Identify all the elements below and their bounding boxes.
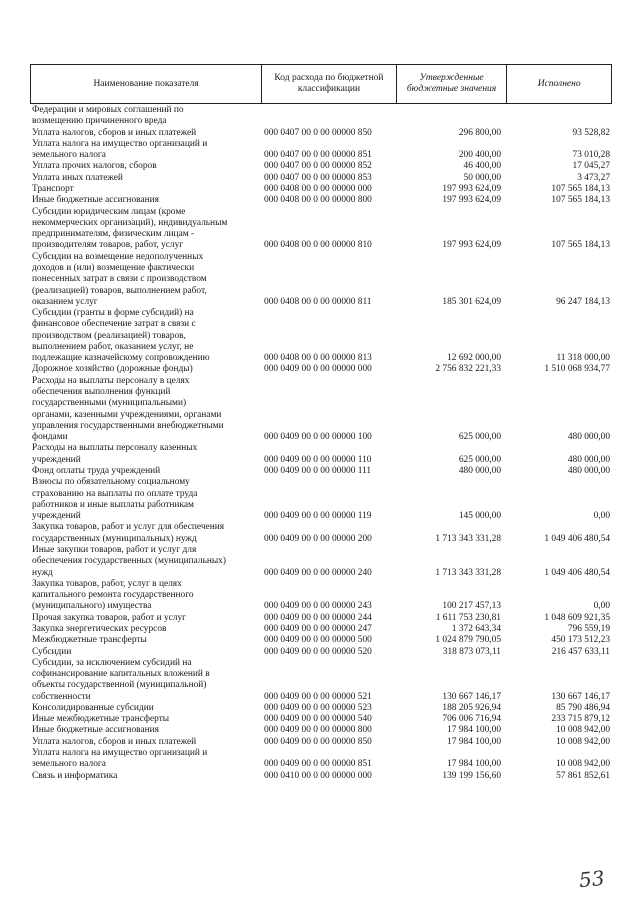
row-code: 000 0408 00 0 00 00000 000 <box>264 183 372 194</box>
row-executed: 10 008 942,00 <box>556 759 610 770</box>
row-code: 000 0409 00 0 00 00000 800 <box>264 725 372 736</box>
table-row <box>30 635 612 646</box>
row-approved: 706 006 716,94 <box>442 714 501 725</box>
row-name-line: Субсидии на возмещение недополученных <box>32 251 204 262</box>
row-code: 000 0409 00 0 00 00000 000 <box>264 364 372 375</box>
row-name-line: оказанием услуг <box>32 296 98 307</box>
row-name-line: Иные бюджетные ассигнования <box>32 725 159 736</box>
row-name <box>30 252 261 308</box>
row-name <box>30 105 261 128</box>
row-executed: 233 715 879,12 <box>551 714 610 725</box>
row-name <box>30 635 261 646</box>
row-name-line: учреждений <box>32 511 81 522</box>
row-name <box>30 658 261 703</box>
row-name-line: государственными (муниципальными) <box>32 398 187 409</box>
table-row <box>30 725 612 736</box>
row-name-line: выполнением работ, оказанием услуг, не <box>32 341 194 352</box>
row-executed: 216 457 633,11 <box>551 646 610 657</box>
row-executed: 480 000,00 <box>567 454 610 465</box>
row-code: 000 0407 00 0 00 00000 851 <box>264 150 372 161</box>
row-executed: 57 861 852,61 <box>556 770 610 781</box>
row-name-line: понесенных затрат в связи с производством <box>32 274 207 285</box>
row-name-line: Закупка энергетических ресурсов <box>32 623 167 634</box>
row-name <box>30 613 261 624</box>
row-code: 000 0409 00 0 00 00000 520 <box>264 646 372 657</box>
row-executed: 107 565 184,13 <box>551 183 610 194</box>
table-row <box>30 364 612 375</box>
table-row <box>30 128 612 139</box>
row-name <box>30 195 261 206</box>
row-name-line: Федерации и мировых соглашений по <box>32 105 184 115</box>
row-name-line: Расходы на выплаты персоналу в целях <box>32 375 190 386</box>
row-executed: 796 559,19 <box>567 623 610 634</box>
header-name: Наименование показателя <box>93 78 199 89</box>
row-code: 000 0409 00 0 00 00000 521 <box>264 691 372 702</box>
row-code: 000 0409 00 0 00 00000 111 <box>264 466 372 476</box>
row-name-line: собственности <box>32 691 91 702</box>
row-executed: 11 318 000,00 <box>556 353 610 364</box>
row-name-line: Расходы на выплаты персоналу казенных <box>32 443 198 454</box>
row-code: 000 0409 00 0 00 00000 100 <box>264 432 372 443</box>
row-name-line: Иные закупки товаров, работ и услуг для <box>32 544 197 555</box>
row-code: 000 0408 00 0 00 00000 813 <box>264 353 372 364</box>
table-row <box>30 252 612 308</box>
row-name-line: некоммерческих организаций), индивидуальным <box>32 217 228 228</box>
row-code: 000 0408 00 0 00 00000 800 <box>264 195 372 206</box>
row-name-line: Связь и информатика <box>32 770 118 781</box>
table-row <box>30 466 612 477</box>
row-name <box>30 173 261 184</box>
row-name <box>30 477 261 522</box>
row-name-line: Прочая закупка товаров, работ и услуг <box>32 612 186 623</box>
row-executed: 10 008 942,00 <box>556 725 610 736</box>
table-row <box>30 207 612 252</box>
row-name-line: органами, казенными учреждениями, органами <box>32 409 222 420</box>
row-name-line: управления государственными внебюджетными <box>32 420 224 431</box>
row-code: 000 0407 00 0 00 00000 850 <box>264 127 372 138</box>
row-name-line: Субсидии <box>32 646 72 657</box>
row-executed: 93 528,82 <box>572 127 610 138</box>
row-executed: 73 010,28 <box>572 150 610 161</box>
row-name-line: Субсидии (гранты в форме субсидий) на <box>32 308 194 319</box>
row-approved: 130 667 146,17 <box>442 691 501 702</box>
row-name-line: софинансирование капитальных вложений в <box>32 669 210 680</box>
row-executed: 1 049 406 480,54 <box>544 567 610 578</box>
row-name-line: Межбюджетные трансферты <box>32 635 147 646</box>
row-code: 000 0409 00 0 00 00000 119 <box>264 511 372 522</box>
table-row <box>30 771 612 782</box>
table-row <box>30 658 612 703</box>
table-row <box>30 613 612 624</box>
row-name-line: нужд <box>32 567 53 578</box>
row-name <box>30 647 261 658</box>
row-approved: 145 000,00 <box>458 511 501 522</box>
row-approved: 185 301 624,09 <box>442 296 501 307</box>
row-name-line: обеспечения государственных (муниципальных) <box>32 556 226 567</box>
row-executed: 1 510 068 934,77 <box>544 364 610 375</box>
table-row <box>30 579 612 613</box>
row-name-line: Иные межбюджетные трансферты <box>32 714 170 725</box>
row-approved: 139 199 156,60 <box>442 770 501 781</box>
row-code: 000 0409 00 0 00 00000 110 <box>264 454 372 465</box>
row-name <box>30 579 261 613</box>
row-name <box>30 207 261 252</box>
row-executed: 0,00 <box>593 601 610 612</box>
row-name-line: земельного налога <box>32 759 106 770</box>
row-name-line: страхованию на выплаты по оплате труда <box>32 488 198 499</box>
row-name-line: Транспорт <box>32 183 74 194</box>
table-body <box>30 104 612 782</box>
row-name-line: доходов и (или) возмещение фактически <box>32 262 195 273</box>
row-name-line: (муниципального) имущества <box>32 601 152 612</box>
row-name-line: предпринимателям, физическим лицам - <box>32 229 195 240</box>
row-approved: 1 713 343 331,28 <box>435 567 501 578</box>
row-name-line: Уплата иных платежей <box>32 172 123 183</box>
row-name-line: (реализацией) товаров, выполнением работ, <box>32 285 207 296</box>
row-name <box>30 545 261 579</box>
row-code: 000 0409 00 0 00 00000 500 <box>264 635 372 646</box>
row-code: 000 0409 00 0 00 00000 200 <box>264 533 372 544</box>
header-code: Код расхода по бюджетной классификации <box>261 65 396 103</box>
row-name <box>30 128 261 139</box>
row-name-line: Иные бюджетные ассигнования <box>32 195 159 206</box>
row-name <box>30 161 261 172</box>
table-header <box>30 64 612 104</box>
row-approved: 1 024 879 790,05 <box>435 635 501 646</box>
row-executed: 0,00 <box>593 511 610 522</box>
row-name-line: земельного налога <box>32 150 106 161</box>
row-approved: 12 692 000,00 <box>447 353 501 364</box>
row-executed: 3 473,27 <box>577 172 610 183</box>
row-code: 000 0408 00 0 00 00000 811 <box>264 296 372 307</box>
row-name <box>30 522 261 545</box>
row-name-line: фондами <box>32 432 68 443</box>
row-approved: 46 400,00 <box>463 161 501 172</box>
row-name-line: Уплата прочих налогов, сборов <box>32 161 157 172</box>
row-code: 000 0409 00 0 00 00000 540 <box>264 714 372 725</box>
table-row <box>30 624 612 635</box>
row-approved: 625 000,00 <box>458 454 501 465</box>
row-name-line: Уплата налогов, сборов и иных платежей <box>32 127 197 138</box>
row-approved: 625 000,00 <box>458 432 501 443</box>
row-name <box>30 184 261 195</box>
row-code: 000 0409 00 0 00 00000 523 <box>264 702 372 713</box>
row-name-line: объекты государственной (муниципальной) <box>32 680 207 691</box>
header-approved: Утвержденные бюджетные значения <box>396 65 507 103</box>
row-approved: 1 713 343 331,28 <box>435 533 501 544</box>
table-row <box>30 545 612 579</box>
row-name-line: Консолидированные субсидии <box>32 702 154 713</box>
row-name-line: производителям товаров, работ, услуг <box>32 240 184 251</box>
row-name <box>30 308 261 364</box>
table-row <box>30 376 612 444</box>
row-name-line: Уплата налога на имущество организаций и <box>32 748 208 759</box>
row-name-line: Закупка товаров, работ и услуг для обеспечения <box>32 522 225 533</box>
row-code: 000 0407 00 0 00 00000 852 <box>264 161 372 172</box>
row-approved: 1 372 643,34 <box>451 623 501 634</box>
row-approved: 318 873 073,11 <box>442 646 501 657</box>
row-executed: 480 000,00 <box>567 432 610 443</box>
row-name-line: производством (реализацией) товаров, <box>32 330 186 341</box>
row-approved: 197 993 624,09 <box>442 183 501 194</box>
row-code: 000 0409 00 0 00 00000 850 <box>264 736 372 747</box>
row-name <box>30 737 261 748</box>
table-row <box>30 308 612 364</box>
row-executed: 450 173 512,23 <box>551 635 610 646</box>
row-executed: 107 565 184,13 <box>551 195 610 206</box>
row-code: 000 0408 00 0 00 00000 810 <box>264 240 372 251</box>
row-name-line: Дорожное хозяйство (дорожные фонды) <box>32 364 193 375</box>
row-name <box>30 443 261 466</box>
row-name-line: работников и иные выплаты работникам <box>32 499 194 510</box>
row-code: 000 0410 00 0 00 00000 000 <box>264 770 372 781</box>
row-name-line: финансовое обеспечение затрат в связи с <box>32 319 196 330</box>
row-name-line: подлежащие казначейскому сопровождению <box>32 353 210 364</box>
row-approved: 197 993 624,09 <box>442 240 501 251</box>
row-executed: 1 049 406 480,54 <box>544 533 610 544</box>
row-code: 000 0409 00 0 00 00000 247 <box>264 623 372 634</box>
table-row <box>30 522 612 545</box>
row-approved: 2 756 832 221,33 <box>435 364 501 375</box>
row-name-line: Уплата налога на имущество организаций и <box>32 138 208 149</box>
table-row <box>30 748 612 771</box>
table-row <box>30 105 612 128</box>
header-executed: Исполнено <box>506 65 611 103</box>
row-approved: 17 984 100,00 <box>447 725 501 736</box>
row-code: 000 0409 00 0 00 00000 851 <box>264 759 372 770</box>
row-name-line: Субсидии юридическим лицам (кроме <box>32 206 186 217</box>
row-name-line: учреждений <box>32 454 81 465</box>
table-row <box>30 195 612 206</box>
row-approved: 1 611 753 230,81 <box>435 612 501 623</box>
row-approved: 100 217 457,13 <box>442 601 501 612</box>
row-approved: 197 993 624,09 <box>442 195 501 206</box>
row-approved: 296 800,00 <box>458 127 501 138</box>
row-code: 000 0409 00 0 00 00000 243 <box>264 601 372 612</box>
row-name-line: капитального ремонта государственного <box>32 590 194 601</box>
row-name <box>30 725 261 736</box>
row-approved: 50 000,00 <box>463 172 501 183</box>
row-name <box>30 466 261 477</box>
row-name <box>30 139 261 162</box>
row-name <box>30 714 261 725</box>
row-name-line: Фонд оплаты труда учреждений <box>32 466 161 476</box>
row-executed: 17 045,27 <box>572 161 610 172</box>
table-row <box>30 161 612 172</box>
row-executed: 10 008 942,00 <box>556 736 610 747</box>
row-name-line: обеспечения выполнения функций <box>32 387 171 398</box>
row-executed: 96 247 184,13 <box>556 296 610 307</box>
page-number: 53 <box>577 865 606 893</box>
table-row <box>30 139 612 162</box>
budget-table <box>30 64 612 782</box>
row-code: 000 0409 00 0 00 00000 244 <box>264 612 372 623</box>
row-name <box>30 376 261 444</box>
table-row <box>30 737 612 748</box>
row-executed: 107 565 184,13 <box>551 240 610 251</box>
row-name <box>30 624 261 635</box>
row-name-line: возмещению причиненного вреда <box>32 116 167 127</box>
table-row <box>30 477 612 522</box>
row-executed: 480 000,00 <box>567 466 610 476</box>
table-row <box>30 703 612 714</box>
row-executed: 85 790 486,94 <box>556 702 610 713</box>
row-name-line: Закупка товаров, работ, услуг в целях <box>32 578 182 589</box>
row-code: 000 0407 00 0 00 00000 853 <box>264 172 372 183</box>
row-executed: 1 048 609 921,35 <box>544 612 610 623</box>
row-code: 000 0409 00 0 00 00000 240 <box>264 567 372 578</box>
row-approved: 480 000,00 <box>458 466 501 476</box>
row-approved: 188 205 926,94 <box>442 702 501 713</box>
table-row <box>30 173 612 184</box>
row-name <box>30 364 261 375</box>
row-executed: 130 667 146,17 <box>551 691 610 702</box>
row-name-line: Субсидии, за исключением субсидий на <box>32 657 192 668</box>
row-approved: 17 984 100,00 <box>447 736 501 747</box>
row-approved: 17 984 100,00 <box>447 759 501 770</box>
table-row <box>30 184 612 195</box>
table-row <box>30 647 612 658</box>
row-approved: 200 400,00 <box>458 150 501 161</box>
row-name-line: Уплата налогов, сборов и иных платежей <box>32 736 197 747</box>
row-name <box>30 748 261 771</box>
row-name-line: Взносы по обязательному социальному <box>32 477 190 488</box>
row-name <box>30 771 261 782</box>
row-name <box>30 703 261 714</box>
row-name-line: государственных (муниципальных) нужд <box>32 533 197 544</box>
table-row <box>30 714 612 725</box>
table-row <box>30 443 612 466</box>
